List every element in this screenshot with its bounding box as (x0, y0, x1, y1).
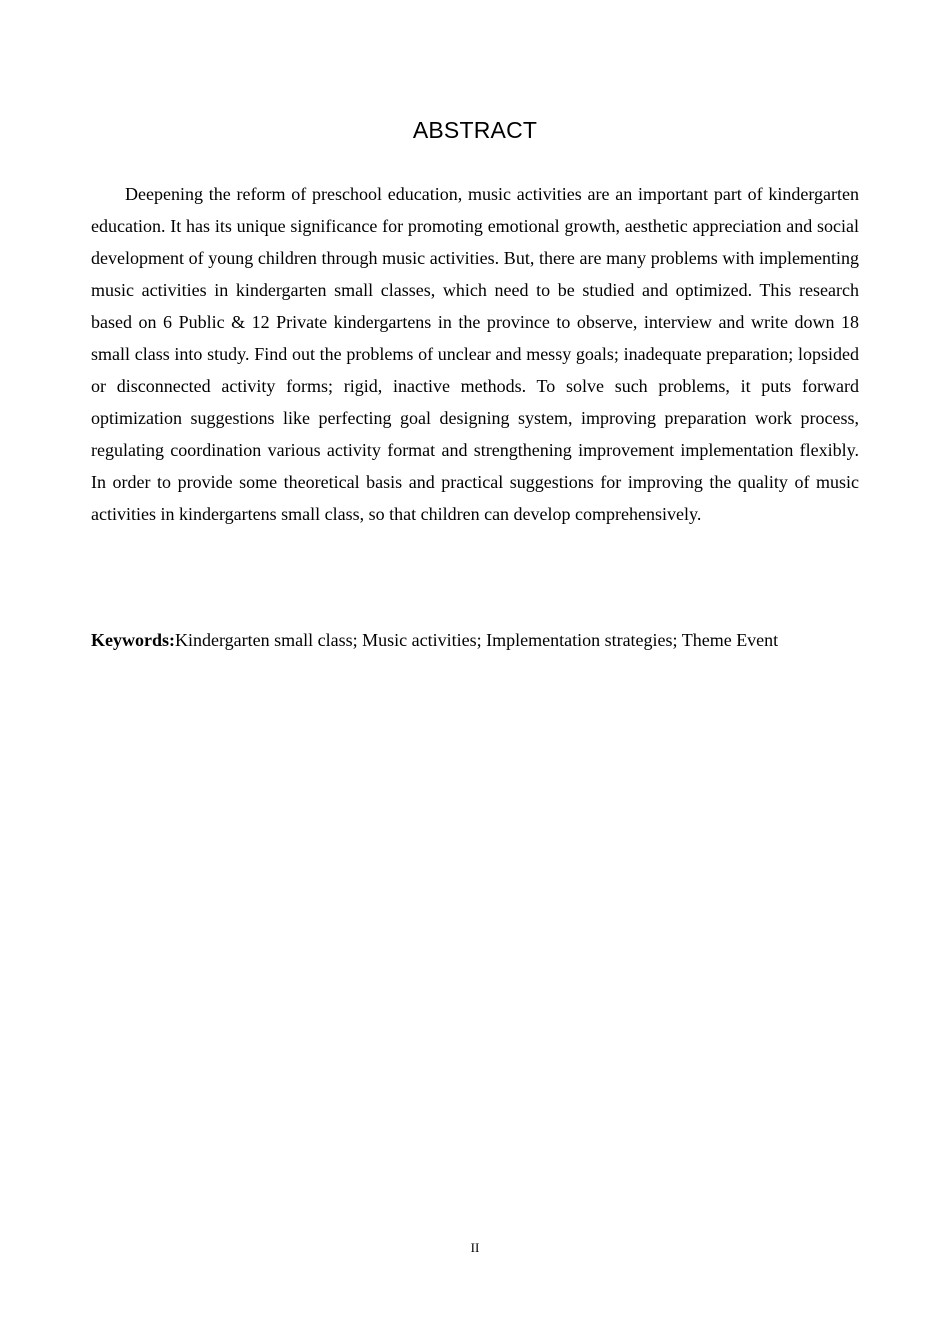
keywords-value: Kindergarten small class; Music activities; Implementation strategies; Theme Event (175, 630, 779, 650)
keywords-line (91, 625, 859, 656)
abstract-heading: ABSTRACT (412, 117, 538, 143)
page-number: II (470, 1240, 480, 1255)
keywords-label: Keywords: (91, 630, 175, 650)
abstract-paragraph: Deepening the reform of preschool education, music activities are an important part of kindergarten education. It has its unique significance for promoting emotional growth, aesthetic appreciation and social development of young children through music activities. But, there are many problems with implementing music activities in kindergarten small classes, which need to be studied and optimized. This research based on 6 Public & 12 Private kindergartens in the province to observe, interview and write down 18 small class into study. Find out the problems of unclear and messy goals; inadequate preparation; lopsided or disconnected activity forms; rigid, inactive methods. To solve such problems, it puts forward optimization suggestions like perfecting goal designing system, improving preparation work process, regulating coordination various activity format and strengthening improvement implementation flexibly. In order to provide some theoretical basis and practical suggestions for improving the quality of music activities in kindergartens small class, so that children can develop comprehensively. (91, 184, 859, 524)
